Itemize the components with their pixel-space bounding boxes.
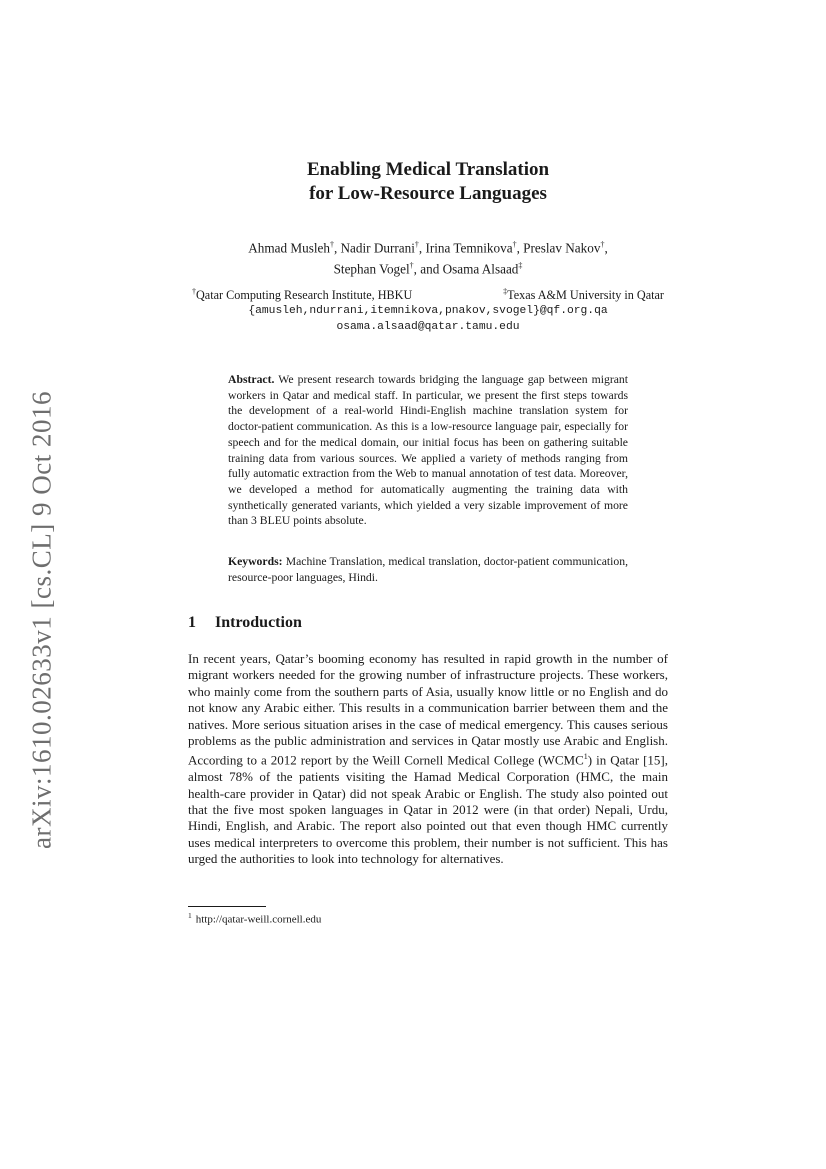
- email-tamu: osama.alsaad@qatar.tamu.edu: [336, 321, 520, 334]
- title-line-1: Enabling Medical Translation: [306, 159, 550, 180]
- section-heading: [188, 614, 302, 632]
- affiliation-qcri: †Qatar Computing Research Institute, HBKU: [192, 287, 413, 303]
- author-list: Ahmad Musleh†, Nadir Durrani†, Irina Temnikova†, Preslav Nakov†, Stephan Vogel†, and Osama Alsaad‡: [248, 240, 608, 277]
- section-title: Introduction: [215, 614, 302, 631]
- author-name: Ahmad Musleh: [248, 240, 330, 256]
- author-name: Preslav Nakov: [523, 240, 601, 256]
- footnote-url: http://qatar-weill.cornell.edu: [195, 913, 322, 926]
- keywords-text: Machine Translation, medical translation, doctor-patient communication, resource-poor languages, Hindi.: [228, 555, 628, 584]
- affiliation-mark: †: [512, 240, 517, 249]
- author-conjunction: and: [420, 261, 440, 277]
- footnote-rule: [188, 906, 266, 907]
- affiliation-mark: †: [600, 240, 605, 249]
- author-name: Osama Alsaad: [442, 261, 519, 277]
- title-line-2: for Low-Resource Languages: [309, 183, 547, 204]
- author-name: Stephan Vogel: [333, 261, 410, 277]
- keywords: [228, 554, 628, 585]
- section-number: 1: [188, 614, 196, 631]
- abstract-label: Abstract.: [228, 373, 275, 386]
- affiliation-mark: †: [409, 261, 414, 271]
- footnote: [188, 909, 321, 927]
- abstract: [228, 372, 628, 529]
- abstract-text: We present research towards bridging the language gap between migrant workers in Qatar and medical staff. In particular, we present the first steps towards the development of a real-world Hindi-English machine translation system for doctor-patient communication. As this is a low-resource language pair, especially for speech and for the medical domain, our initial focus has been on gathering suitable training data from various sources. We applied a variety of methods ranging from fully automatic extraction from the Web to manual annotation of test data. Moreover, we developed a method for automatically augmenting the training data with synthetically generated variants, which yielded a very sizable improvement of more than 3 BLEU points absolute.: [228, 373, 628, 528]
- affiliation-mark: †: [329, 240, 334, 249]
- footnote-reference: 1: [583, 752, 588, 762]
- affiliations: [188, 284, 668, 335]
- paper-title: [188, 158, 668, 206]
- affiliation-mark: ‡: [518, 261, 523, 271]
- keywords-label: Keywords:: [228, 555, 283, 568]
- author-name: Nadir Durrani: [340, 240, 415, 256]
- email-qcri: {amusleh,ndurrani,itemnikova,pnakov,svogel}@qf.org.qa: [248, 305, 608, 318]
- affiliation-tamu: ‡Texas A&M University in Qatar: [503, 287, 664, 303]
- arxiv-identifier-stamp: arXiv:1610.02633v1 [cs.CL] 9 Oct 2016: [26, 391, 57, 849]
- author-name: Irina Temnikova: [425, 240, 513, 256]
- affiliation-mark: †: [414, 240, 419, 249]
- introduction-paragraph: In recent years, Qatar’s booming economy has resulted in rapid growth in the number of migrant workers needed for the growing number of infrastructure projects. These workers, who mainly come from the southern parts of Asia, usually know little or no English and do not know any Arabic either. This results in a communication barrier between them and the natives. More serious situation arises in the case of medical emergency. This causes serious problems as the public administration and services in Qatar mostly use Arabic and English. According to a 2012 report by the Weill Cornell Medical College (WCMC$^1$) in Qatar [15], almost 78% of the patients visiting the Hamad Medical Corporation (HMC, the main health-care provider in Qatar) did not speak Arabic or English. The study also pointed out that the five most spoken languages in Qatar in 2012 were (in that order) Nepali, Urdu, Hindi, English, and Arabic. The report also pointed out that even though HMC currently uses medical interpreters to overcome this problem, their number is not sufficient. This has urged the authorities to look into technology for alternatives.: [188, 651, 668, 867]
- footnote-mark: 1: [188, 911, 192, 920]
